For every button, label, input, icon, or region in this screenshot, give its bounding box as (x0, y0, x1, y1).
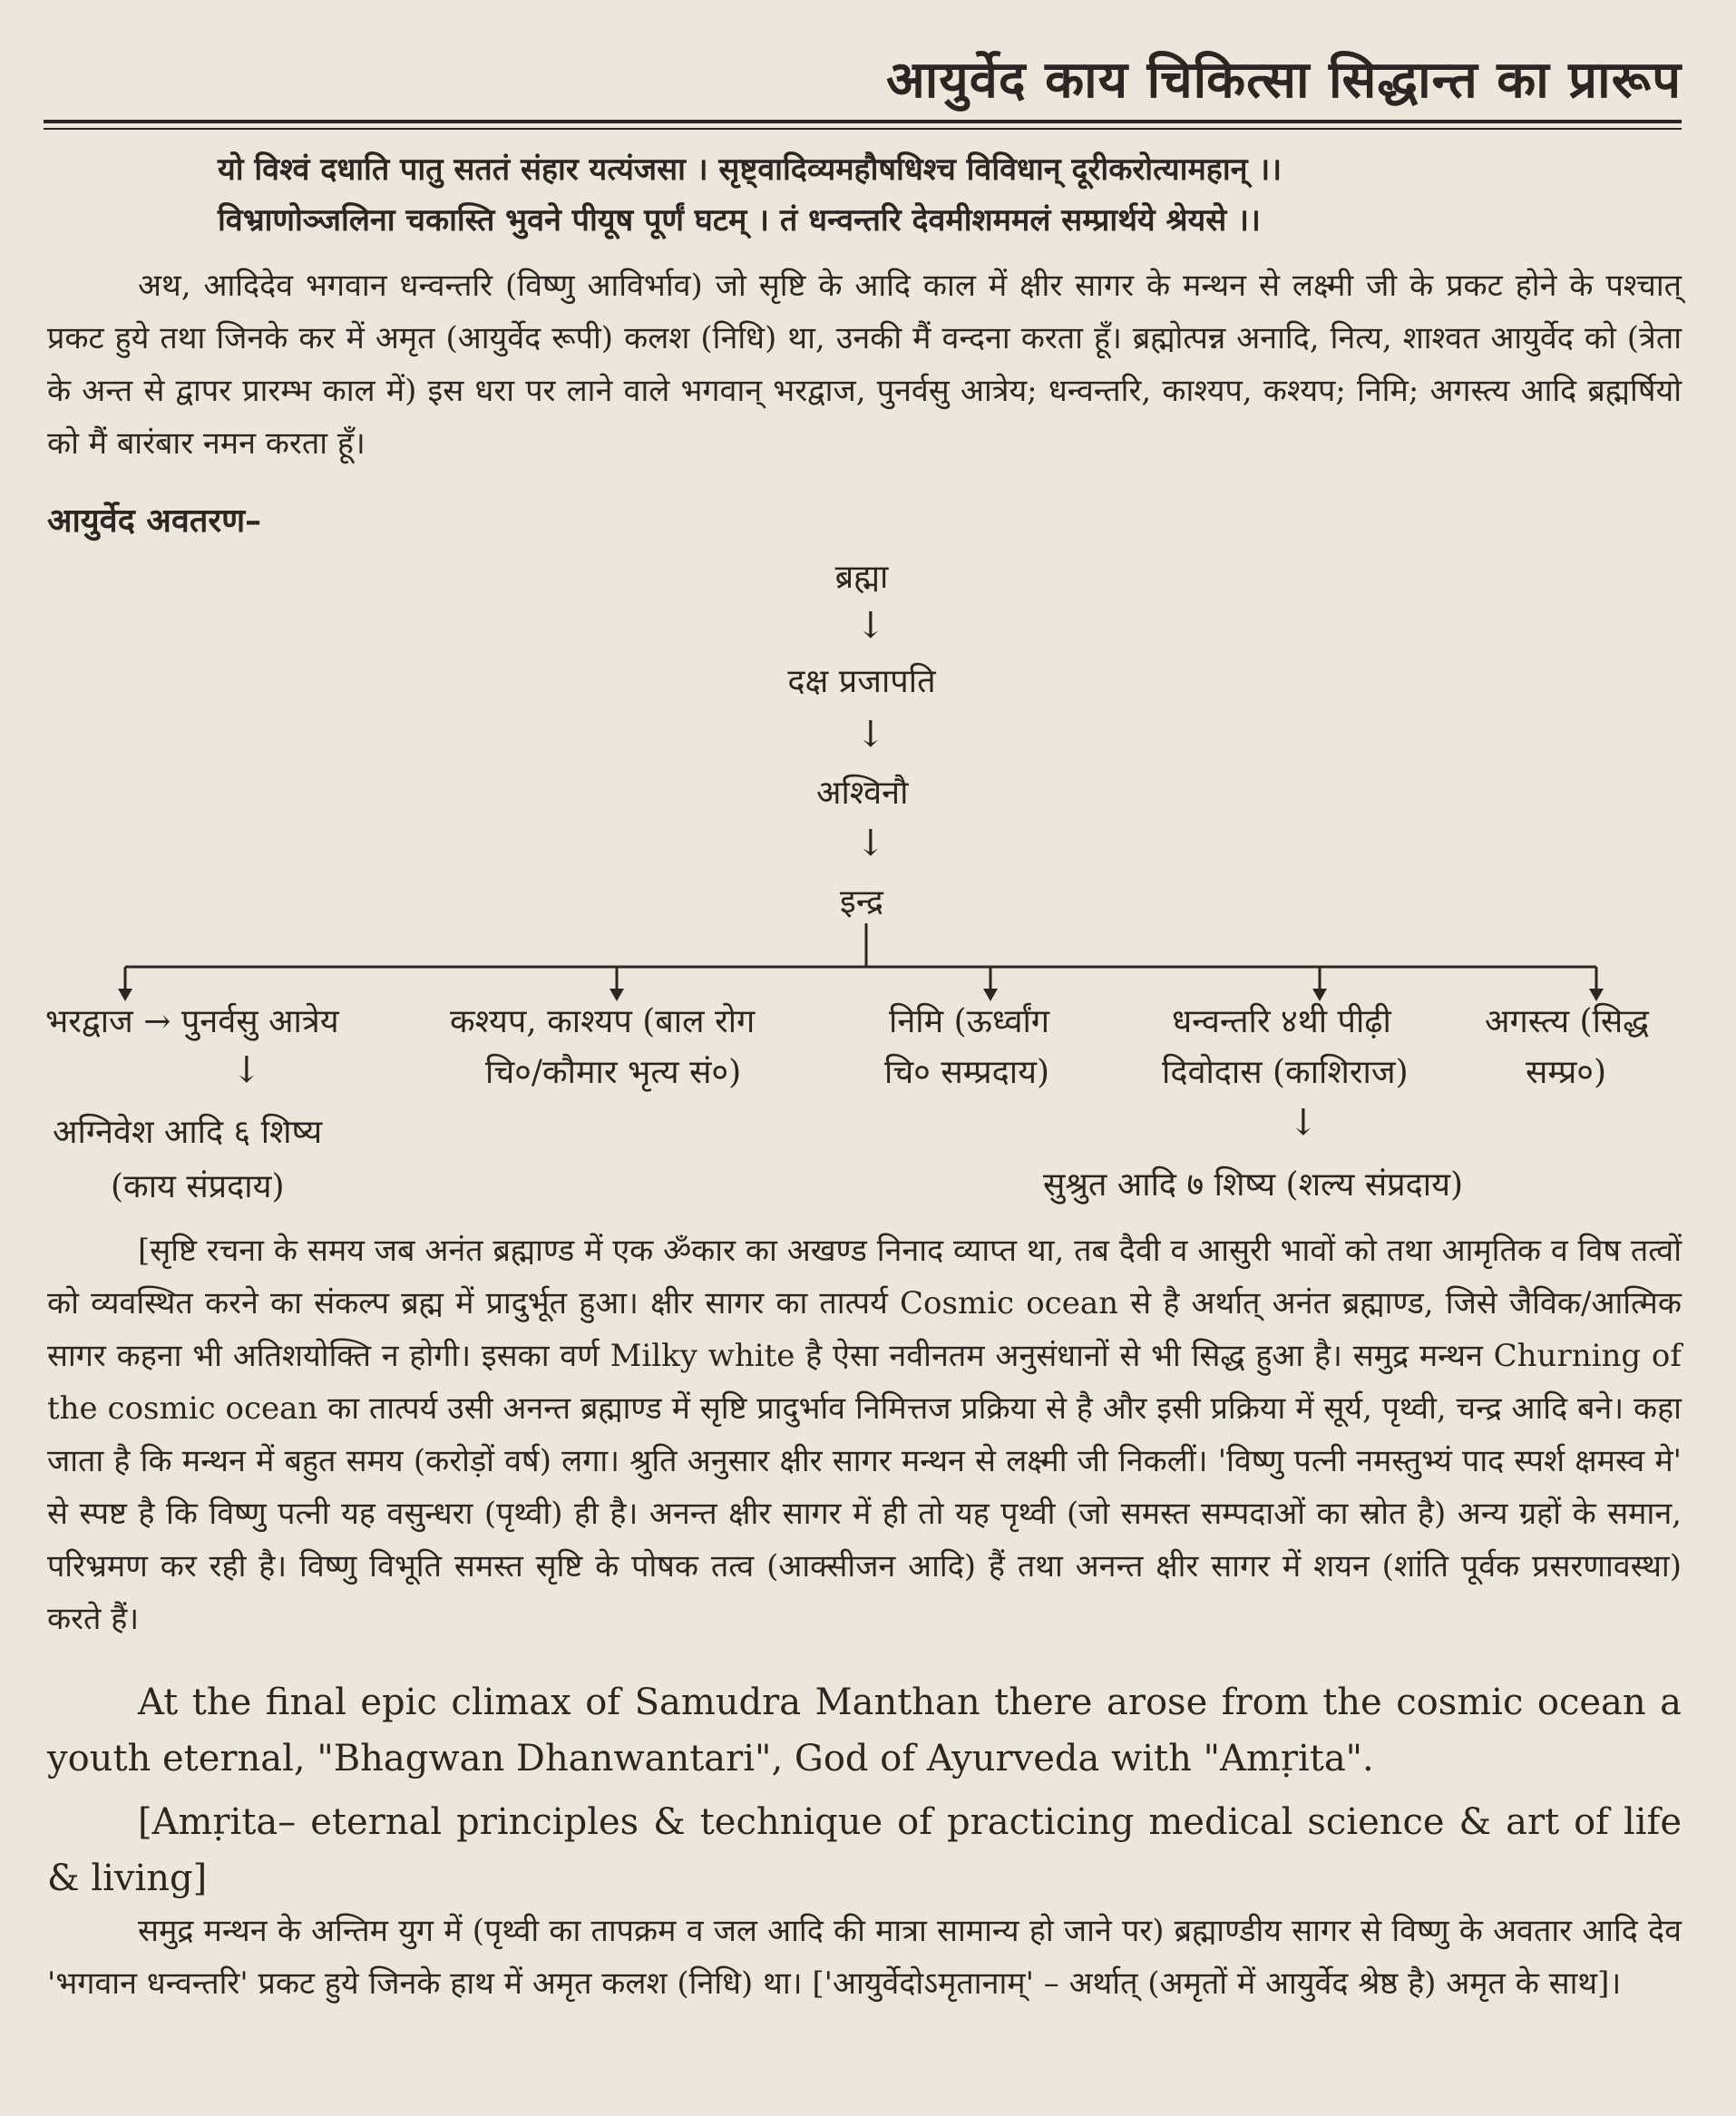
down-arrow-icon: ↓ (231, 1049, 262, 1091)
branch-agnivesha-disciples: अग्निवेश आदि ६ शिष्य (53, 1114, 323, 1151)
lineage-node-ashwinau: अश्विनौ (816, 775, 909, 812)
branch-nimi-line-2: चि० सम्प्रदाय) (884, 1054, 1050, 1091)
branch-kaya-sampradaya: (काय संप्रदाय) (111, 1168, 285, 1205)
intro-paragraph: अथ, आदिदेव भगवान धन्वन्तरि (विष्णु आविर्भाव) जो सृष्टि के आदि काल में क्षीर सागर के मन्थन से लक्ष्मी जी के प्रकट होने के पश्चात् प्रकट हुये तथा जिनके कर में अमृत (आयुर्वेद रूपी) कलश (निधि) था, उनकी मैं वन्दना करता हूँ। ब्रह्मोत्पन्न अनादि, नित्य, शाश्वत आयुर्वेद को (त्रेता के अन्त से द्वापर प्रारम्भ काल में) इस धरा पर लाने वाले भगवान् भरद्वाज, पुनर्वसु आत्रेय; धन्वन्तरि, काश्यप, कश्यप; निमि; अगस्त्य आदि ब्रह्मर्षियो को मैं बारंबार नमन करता हूँ। (47, 268, 1682, 462)
english-paragraph-amrita: [Amṛita– eternal principles & technique of practicing medical science & art of life & living] (47, 1801, 1682, 1899)
down-arrow-icon: ↓ (855, 714, 886, 756)
invocation-verse-line-1: यो विश्वं दधाति पातु सततं संहार यत्यंजसा । सृष्ट्वादिव्यमहौषधिश्च विविधान् दूरीकरोत्यामहान् ।। (218, 151, 1282, 188)
branch-agastya-line-2: सम्प्र०) (1526, 1054, 1607, 1091)
lineage-node-brahma: ब्रह्मा (834, 559, 889, 596)
branch-dhanvantari-line-2: दिवोदास (काशिराज) (1162, 1054, 1409, 1091)
english-paragraph-manthan: At the final epic climax of Samudra Manthan there arose from the cosmic ocean a youth eternal, "Bhagwan Dhanwantari", God of Ayurveda with "Amṛita". (47, 1682, 1682, 1780)
branch-agastya-line-1: अगस्त्य (सिद्ध (1485, 1003, 1650, 1040)
branch-sushruta-disciples: सुश्रुत आदि ७ शिष्य (शल्य संप्रदाय) (1043, 1166, 1464, 1204)
branch-kashyapa-line-2: चि०/कौमार भृत्य सं०) (485, 1054, 742, 1091)
down-arrow-icon: ↓ (855, 605, 886, 647)
lineage-node-daksha-prajapati: दक्ष प्रजापति (787, 663, 936, 700)
closing-paragraph: समुद्र मन्थन के अन्तिम युग में (पृथ्वी का तापक्रम व जल आदि की मात्रा सामान्य हो जाने पर) ब्रह्माण्डीय सागर से विष्णु के अवतार आदि देव 'भगवान धन्वन्तरि' प्रकट हुये जिनके हाथ में अमृत कलश (निधि) था। ['आयुर्वेदोऽमृतानाम्' – अर्थात् (अमृतों में आयुर्वेद श्रेष्ठ है) अमृत के साथ]। (47, 1913, 1682, 2002)
branch-kashyapa-line-1: कश्यप, काश्यप (बाल रोग (450, 1003, 756, 1040)
lineage-branch-connector (0, 0, 1736, 1007)
lineage-node-indra: इन्द्र (840, 883, 883, 921)
invocation-verse-line-2: विभ्राणोञ्जलिना चकास्ति भुवने पीयूष पूर्णं घटम् । तं धन्वन्तरि देवमीशममलं सम्प्रार्थये श्रेयसे ।। (218, 202, 1261, 239)
branch-dhanvantari-line-1: धन्वन्तरि ४थी पीढ़ी (1172, 1003, 1391, 1040)
page-title: आयुर्वेद काय चिकित्सा सिद्धान्त का प्रारूप (886, 51, 1682, 110)
creation-paragraph: [सृष्टि रचना के समय जब अनंत ब्रह्माण्ड में एक ॐकार का अखण्ड निनाद व्याप्त था, तब दैवी व आसुरी भावों को तथा आमृतिक व विष तत्वों को व्यवस्थित करने का संकल्प ब्रह्म में प्रादुर्भूत हुआ। क्षीर सागर का तात्पर्य Cosmic ocean से है अर्थात् अनंत ब्रह्माण्ड, जिसे जैविक/आत्मिक सागर कहना भी अतिशयोक्ति न होगी। इसका वर्ण Milky white है ऐसा नवीनतम अनुसंधानों से भी सिद्ध हुआ है। समुद्र मन्थन Churning of the cosmic ocean का तात्पर्य उसी अनन्त ब्रह्माण्ड में सृष्टि प्रादुर्भाव निमित्तज प्रक्रिया से है और इसी प्रक्रिया में सूर्य, पृथ्वी, चन्द्र आदि बने। कहा जाता है कि मन्थन में बहुत समय (करोड़ों वर्ष) लगा। श्रुति अनुसार क्षीर सागर मन्थन से लक्ष्मी जी निकलीं। 'विष्णु पत्नी नमस्तुभ्यं पाद स्पर्श क्षमस्व मे' से स्पष्ट है कि विष्णु पत्नी यह वसुन्धरा (पृथ्वी) ही है। अनन्त क्षीर सागर में ही तो यह पृथ्वी (जो समस्त सम्पदाओं का स्रोत है) अन्य ग्रहों के समान, परिभ्रमण कर रही है। विष्णु विभूति समस्त सृष्टि के पोषक तत्व (आक्सीजन आदि) हैं तथा अनन्त क्षीर सागर में शयन (शांति पूर्वक प्रसरणावस्था) करते हैं। (47, 1233, 1682, 1637)
down-arrow-icon: ↓ (1288, 1102, 1319, 1144)
section-heading: आयुर्वेद अवतरण– (47, 502, 262, 540)
branch-bharadvaja-punarvasu: भरद्वाज → पुनर्वसु आत्रेय (45, 1003, 339, 1040)
down-arrow-icon: ↓ (855, 823, 886, 864)
branch-nimi-line-1: निमि (ऊर्ध्वांग (889, 1003, 1050, 1040)
